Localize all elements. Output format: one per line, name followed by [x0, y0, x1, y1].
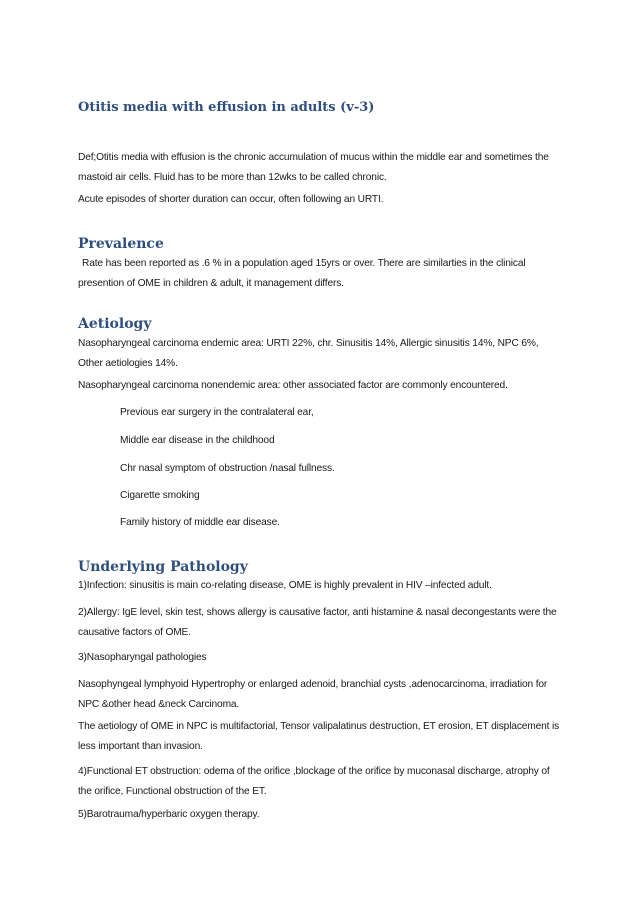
definition-paragraph: Def;Otitis media with effusion is the chronic accumulation of mucus within the middle ear and sometimes the mastoid air cells. Fluid has to be more than 12wks to be called chronic.	[78, 152, 549, 183]
pathology-lymphoid-paragraph: Nasophyngeal lymphyoid Hypertrophy or enlarged adenoid, branchial cysts ,adenocarcinoma, irradiation for NPC &other head &neck Carcinoma.	[78, 679, 548, 710]
pathology-heading: Underlying Pathology	[78, 559, 248, 575]
pathology-barotrauma-paragraph: 5)Barotrauma/hyperbaric oxygen therapy.	[78, 809, 260, 820]
pathology-nasopharyngeal-paragraph: 3)Nasopharyngal pathologies	[78, 652, 207, 663]
pathology-allergy-paragraph: 2)Allergy: IgE level, skin test, shows allergy is causative factor, anti histamine & nasal decongestants were the causative factors of OME.	[78, 607, 557, 638]
prevalence-paragraph: Rate has been reported as .6 % in a population aged 15yrs or over. There are similarties in the clinical presention of OME in children & adult, it management differs.	[78, 258, 526, 289]
prevalence-heading: Prevalence	[78, 236, 164, 252]
aetiology-factor-item: Chr nasal symptom of obstruction /nasal fullness.	[120, 463, 335, 474]
aetiology-heading: Aetiology	[78, 316, 152, 332]
pathology-infection-paragraph: 1)Infection: sinusitis is main co-relating disease, OME is highly prevalent in HIV –infected adult.	[78, 580, 492, 591]
acute-episodes-paragraph: Acute episodes of shorter duration can occur, often following an URTI.	[78, 194, 384, 205]
document-title: Otitis media with effusion in adults (v-3)	[78, 100, 375, 115]
aetiology-nonendemic-paragraph: Nasopharyngeal carcinoma nonendemic area: other associated factor are commonly encountered.	[78, 380, 508, 391]
aetiology-endemic-paragraph: Nasopharyngeal carcinoma endemic area: URTI 22%, chr. Sinusitis 14%, Allergic sinusitis 14%, NPC 6%, Other aetiologies 14%.	[78, 338, 539, 369]
pathology-et-obstruction-paragraph: 4)Functional ET obstruction: odema of the orifice ,blockage of the orifice by muconasal discharge, atrophy of the orifice, Functional obstruction of the ET.	[78, 766, 550, 797]
aetiology-factor-item: Previous ear surgery in the contralateral ear,	[120, 407, 314, 418]
aetiology-factor-item: Middle ear disease in the childhood	[120, 435, 275, 446]
aetiology-factor-item: Cigarette smoking	[120, 490, 200, 501]
aetiology-factor-item: Family history of middle ear disease.	[120, 517, 280, 528]
pathology-npc-paragraph: The aetiology of OME in NPC is multifactorial, Tensor valipalatinus destruction, ET erosion, ET displacement is less important than invasion.	[78, 721, 560, 752]
